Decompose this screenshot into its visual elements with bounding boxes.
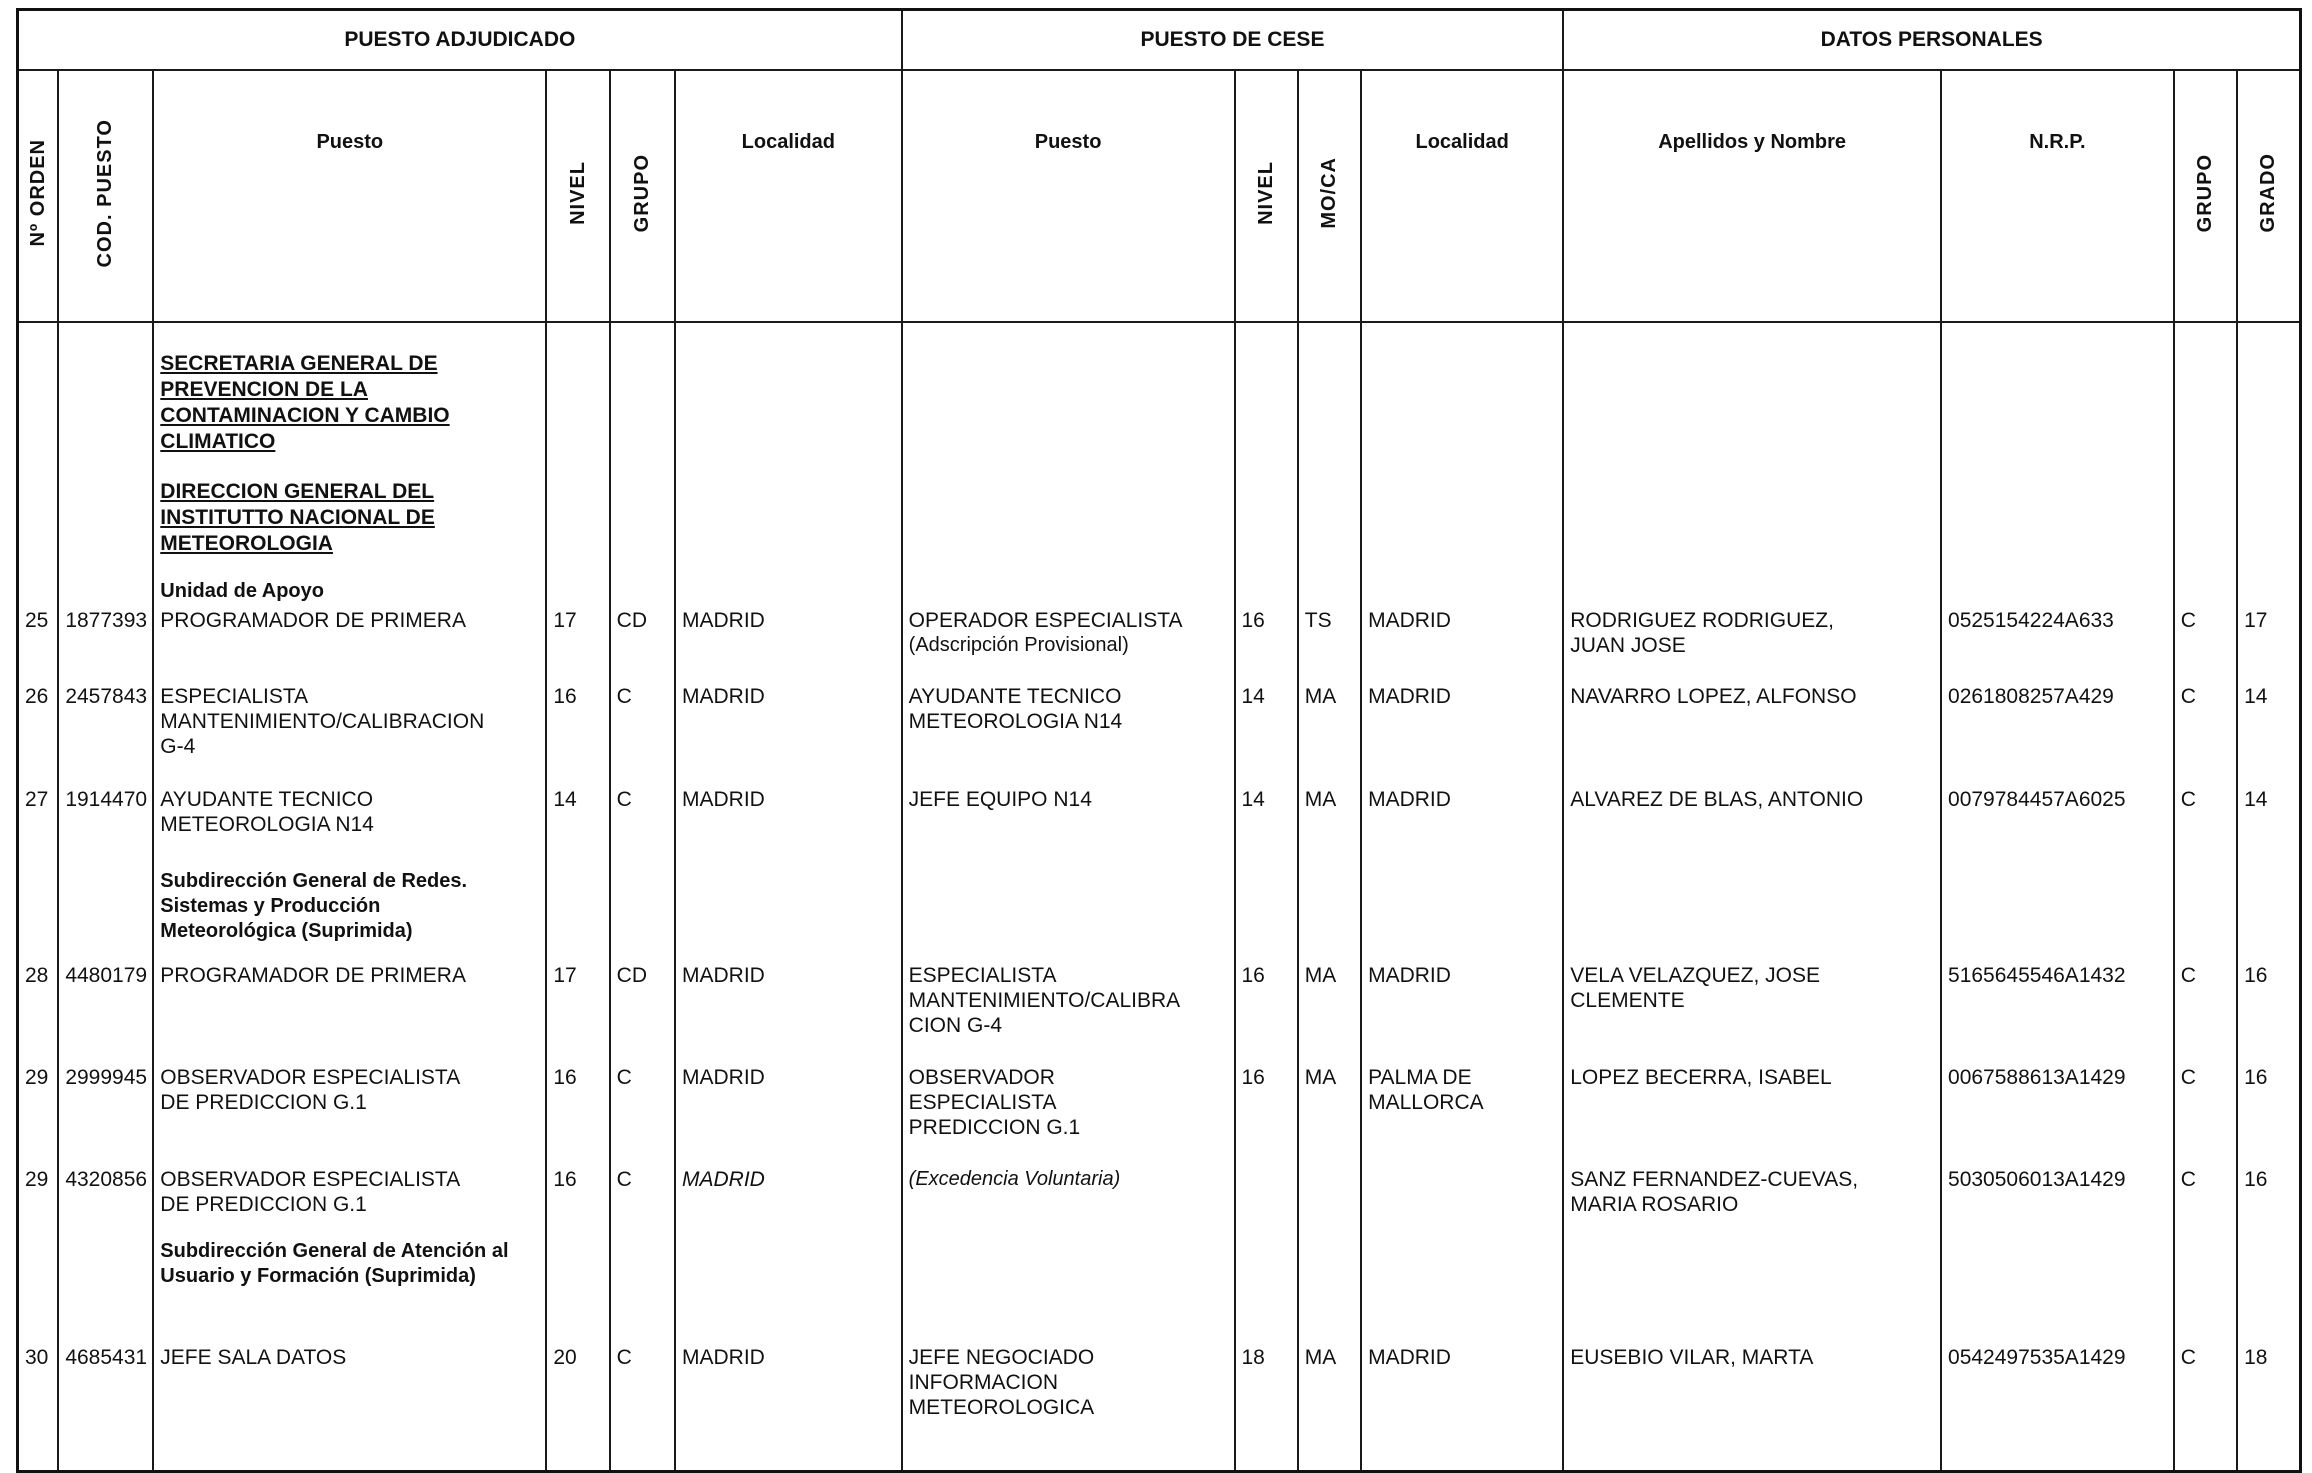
nivel: 17 (553, 609, 577, 632)
localidad: MADRID (682, 1346, 765, 1369)
nivel: 14 (553, 788, 577, 811)
grupo: CD (616, 964, 647, 987)
cese-localidad: PALMA DE MALLORCA (1368, 1066, 1484, 1114)
cese-localidad (1362, 1163, 1562, 1167)
personal-grupo: C (2180, 788, 2196, 811)
cese-puesto: OPERADOR ESPECIALISTA (908, 609, 1183, 632)
section-subdireccion-atencion: Subdirección General de Atención al Usuario y Formación (Suprimida) (160, 1240, 509, 1287)
cod-puesto: 2999945 (65, 1066, 148, 1089)
cod-puesto: 1914470 (65, 788, 148, 811)
nombre: LOPEZ BECERRA, ISABEL (1570, 1066, 1832, 1089)
col-header-cod-puesto (58, 70, 153, 322)
puesto: ESPECIALISTA MANTENIMIENTO/CALIBRACION G-4 (160, 685, 485, 758)
group-header-puesto-de-cese: PUESTO DE CESE (902, 10, 1564, 71)
cese-moca: MA (1304, 685, 1337, 708)
personal-grupo: C (2180, 1066, 2196, 1089)
table-row (18, 1341, 2301, 1471)
section-heading-row (18, 859, 2301, 959)
col-header-nivel (546, 70, 609, 322)
nrp: 0261808257A429 (1948, 685, 2114, 708)
grupo: C (616, 788, 632, 811)
cese-puesto-note: (Adscripción Provisional) (908, 634, 1129, 656)
col-header-puesto: Puesto (153, 70, 546, 322)
personal-grupo: C (2180, 609, 2196, 632)
nombre: VELA VELAZQUEZ, JOSE CLEMENTE (1570, 964, 1821, 1012)
cese-moca: TS (1304, 609, 1332, 632)
puesto: AYUDANTE TECNICO METEOROLOGIA N14 (160, 788, 374, 836)
nombre: ALVAREZ DE BLAS, ANTONIO (1570, 788, 1864, 811)
nombre: EUSEBIO VILAR, MARTA (1570, 1346, 1814, 1369)
section-subdireccion-redes: Subdirección General de Redes. Sistemas y Producción Meteorológica (Suprimida) (160, 870, 468, 942)
cese-puesto: JEFE EQUIPO N14 (908, 788, 1092, 811)
localidad: MADRID (682, 788, 765, 811)
cese-moca: MA (1304, 964, 1337, 987)
col-header-cese-puesto: Puesto (902, 70, 1235, 322)
puesto: PROGRAMADOR DE PRIMERA (160, 609, 466, 632)
cese-puesto-note: (Excedencia Voluntaria) (908, 1168, 1121, 1190)
localidad: MADRID (682, 964, 765, 987)
column-header-row (18, 70, 2301, 322)
localidad: MADRID (682, 685, 765, 708)
nivel: 16 (553, 1066, 577, 1089)
section-unidad-apoyo: Unidad de Apoyo (160, 580, 324, 602)
puesto: OBSERVADOR ESPECIALISTA DE PREDICCION G.1 (160, 1066, 460, 1114)
nrp: 0067588613A1429 (1948, 1066, 2126, 1089)
col-header-grado (2237, 70, 2300, 322)
personal-grupo: C (2180, 964, 2196, 987)
table-row (18, 959, 2301, 1061)
grupo: C (616, 1066, 632, 1089)
nivel: 16 (553, 685, 577, 708)
grado: 18 (2244, 1346, 2268, 1369)
col-header-nombre: Apellidos y Nombre (1563, 70, 1941, 322)
puesto: PROGRAMADOR DE PRIMERA (160, 964, 466, 987)
col-header-personal-grupo (2174, 70, 2237, 322)
cese-puesto: JEFE NEGOCIADO INFORMACION METEOROLOGICA (908, 1346, 1095, 1419)
nombre: SANZ FERNANDEZ-CUEVAS, MARIA ROSARIO (1570, 1168, 1859, 1216)
localidad: MADRID (682, 1168, 765, 1191)
orden: 29 (25, 1168, 49, 1191)
cese-moca: MA (1304, 788, 1337, 811)
grado: 14 (2244, 788, 2268, 811)
col-header-cod-puesto-label: COD. PUESTO (94, 118, 117, 268)
personal-grupo: C (2180, 1168, 2196, 1191)
assignment-table (16, 8, 2302, 1473)
grupo: C (616, 685, 632, 708)
col-header-grupo (610, 70, 675, 322)
cese-nivel: 16 (1241, 1066, 1265, 1089)
section-direccion-general: DIRECCION GENERAL DEL INSTITUTTO NACIONAL DE METEOROLOGIA (160, 480, 435, 555)
cese-moca: MA (1304, 1066, 1337, 1089)
col-header-nivel-label: NIVEL (566, 161, 589, 225)
col-header-grado-label: GRADO (2257, 153, 2280, 233)
col-header-cese-nivel-label: NIVEL (1254, 161, 1277, 225)
table-row (18, 604, 2301, 680)
cese-localidad: MADRID (1368, 609, 1451, 632)
personal-grupo: C (2180, 1346, 2196, 1369)
grupo: C (616, 1346, 632, 1369)
col-header-personal-grupo-label: GRUPO (2193, 153, 2216, 233)
grado: 16 (2244, 1066, 2268, 1089)
group-header-datos-personales: DATOS PERSONALES (1563, 10, 2300, 71)
nivel: 16 (553, 1168, 577, 1191)
orden: 29 (25, 1066, 49, 1089)
cese-localidad: MADRID (1368, 685, 1451, 708)
col-header-moca-label: MO/CA (1317, 157, 1340, 229)
grado: 17 (2244, 609, 2268, 632)
cese-nivel: 14 (1241, 685, 1265, 708)
cese-localidad: MADRID (1368, 964, 1451, 987)
table-row (18, 1061, 2301, 1163)
cese-nivel: 14 (1241, 788, 1265, 811)
cese-localidad: MADRID (1368, 788, 1451, 811)
nombre: RODRIGUEZ RODRIGUEZ, JUAN JOSE (1570, 609, 1834, 657)
cese-nivel (1236, 1163, 1297, 1167)
grado: 16 (2244, 964, 2268, 987)
cese-puesto: ESPECIALISTA MANTENIMIENTO/CALIBRA CION G-4 (908, 964, 1179, 1037)
puesto: OBSERVADOR ESPECIALISTA DE PREDICCION G.1 (160, 1168, 460, 1216)
nivel: 17 (553, 964, 577, 987)
cese-moca: MA (1304, 1346, 1337, 1369)
col-header-cese-localidad: Localidad (1361, 70, 1563, 322)
cod-puesto: 1877393 (65, 609, 148, 632)
nombre: NAVARRO LOPEZ, ALFONSO (1570, 685, 1857, 708)
cese-nivel: 16 (1241, 609, 1265, 632)
col-header-cese-nivel (1235, 70, 1298, 322)
orden: 25 (25, 609, 49, 632)
puesto: JEFE SALA DATOS (160, 1346, 347, 1369)
grupo: C (616, 1168, 632, 1191)
localidad: MADRID (682, 1066, 765, 1089)
nrp: 0542497535A1429 (1948, 1346, 2126, 1369)
cese-nivel: 16 (1241, 964, 1265, 987)
col-header-grupo-label: GRUPO (630, 153, 653, 233)
cese-moca (1299, 1163, 1360, 1167)
group-header-row (18, 10, 2301, 71)
grado: 14 (2244, 685, 2268, 708)
cod-puesto: 4320856 (65, 1168, 148, 1191)
cod-puesto: 4685431 (65, 1346, 148, 1369)
table-row (18, 783, 2301, 859)
col-header-moca (1298, 70, 1361, 322)
col-header-orden (18, 70, 59, 322)
nrp: 5030506013A1429 (1948, 1168, 2126, 1191)
grado: 16 (2244, 1168, 2268, 1191)
section-heading-row (18, 1235, 2301, 1341)
cese-localidad: MADRID (1368, 1346, 1451, 1369)
resolution-table-page (16, 8, 2302, 1436)
nrp: 0079784457A6025 (1948, 788, 2126, 811)
nrp: 0525154224A633 (1948, 609, 2114, 632)
col-header-localidad: Localidad (675, 70, 902, 322)
cese-puesto: AYUDANTE TECNICO METEOROLOGIA N14 (908, 685, 1123, 733)
grupo: CD (616, 609, 647, 632)
orden: 28 (25, 964, 49, 987)
table-row (18, 680, 2301, 783)
cese-puesto: OBSERVADOR ESPECIALISTA PREDICCION G.1 (908, 1066, 1081, 1139)
cod-puesto: 4480179 (65, 964, 148, 987)
col-header-orden-label: Nº ORDEN (26, 139, 49, 247)
cese-nivel: 18 (1241, 1346, 1265, 1369)
section-secretaria-general: SECRETARIA GENERAL DE PREVENCION DE LA CONTAMINACION Y CAMBIO CLIMATICO (160, 352, 450, 453)
cod-puesto: 2457843 (65, 685, 148, 708)
orden: 27 (25, 788, 49, 811)
nrp: 5165645546A1432 (1948, 964, 2126, 987)
orden: 30 (25, 1346, 49, 1369)
localidad: MADRID (682, 609, 765, 632)
orden: 26 (25, 685, 49, 708)
col-header-nrp: N.R.P. (1941, 70, 2174, 322)
personal-grupo: C (2180, 685, 2196, 708)
table-row (18, 1163, 2301, 1235)
group-header-puesto-adjudicado: PUESTO ADJUDICADO (18, 10, 902, 71)
section-heading-row (18, 322, 2301, 604)
nivel: 20 (553, 1346, 577, 1369)
